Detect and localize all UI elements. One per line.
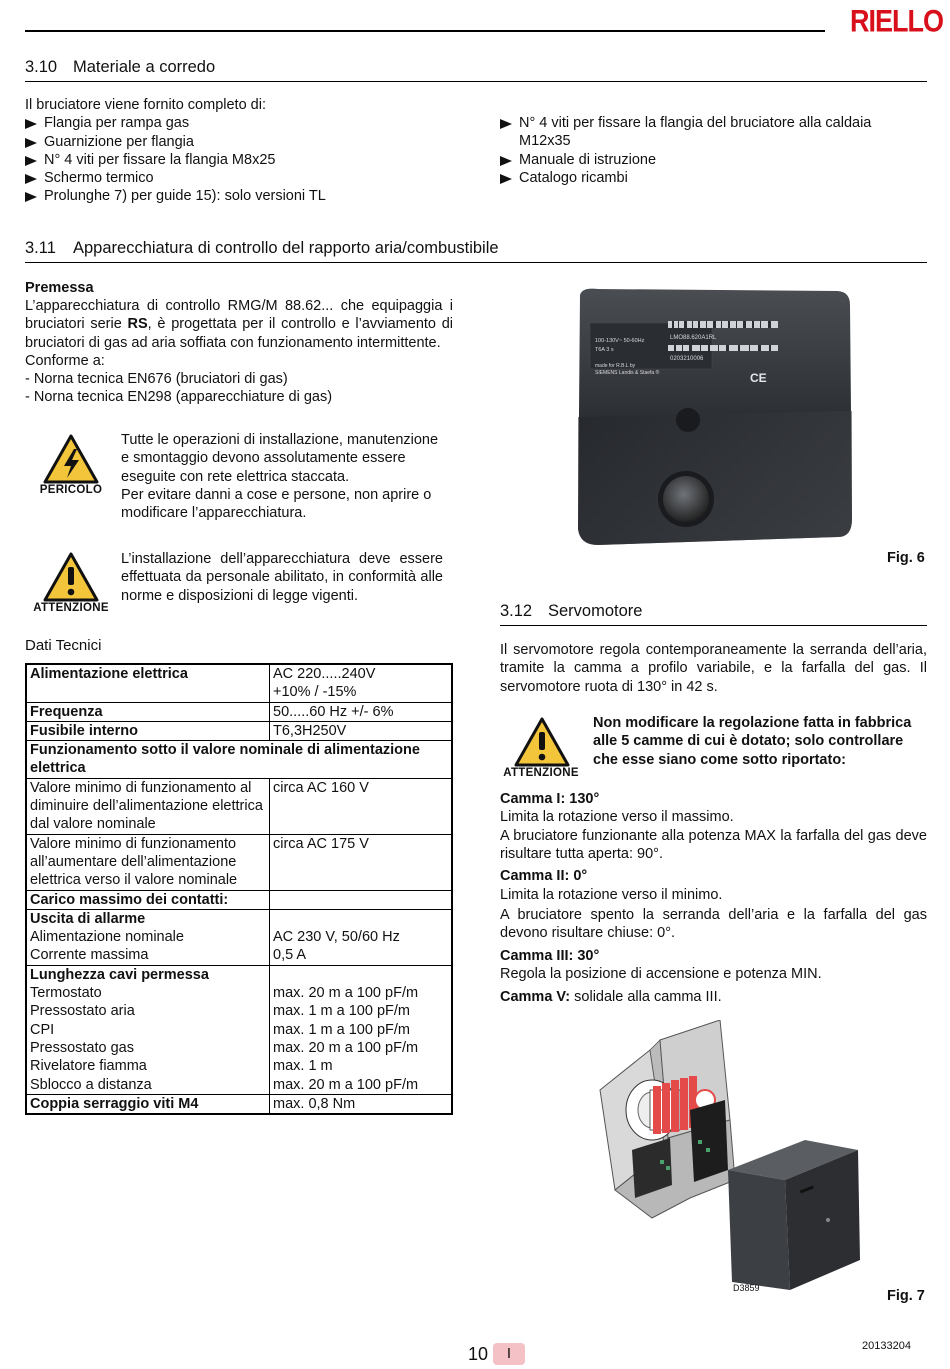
table-row (26, 946, 452, 965)
table-cell-value: AC 220.....240V (273, 666, 376, 682)
norm-item: - Norna tecnica EN298 (apparecchiature di gas) (25, 389, 333, 405)
table-row (26, 984, 452, 1002)
table-row (26, 834, 452, 890)
table-cell-value: circa AC 175 V (270, 834, 453, 890)
attenzione-label: ATTENZIONE (33, 602, 109, 614)
table-cell-value: T6,3H250V (270, 721, 453, 740)
table-cell-label: Termostato (26, 984, 270, 1002)
section-312-heading (500, 602, 642, 621)
table-row (26, 965, 452, 984)
section-310-left (25, 96, 475, 206)
section-310-list-right (500, 114, 930, 187)
section-310-list-left (25, 114, 475, 205)
table-row (26, 1094, 452, 1114)
section-312-number: 3.12 (500, 602, 533, 620)
table-row (26, 1057, 452, 1075)
list-item: Manuale di istruzione (500, 151, 930, 169)
fig6-caption: Fig. 6 (887, 550, 925, 566)
premessa-text-a: L’apparecchiatura di controllo RMG/M 88.62... che equipaggia i bruciatori serie (25, 298, 453, 333)
premessa-title: Premessa (25, 280, 94, 296)
table-cell-value: 50.....60 Hz +/- 6% (270, 702, 453, 721)
ce-mark: CE (750, 371, 767, 385)
premessa-text-b: , è progettata per il controllo e l’avviamento di bruciatori di gas ad aria soffiata con funzionamento intermittente. (25, 316, 453, 351)
table-row (26, 1039, 452, 1057)
list-item: Catalogo ricambi (500, 169, 930, 187)
table-cell-value: +10% / -15% (273, 684, 357, 701)
table-row (26, 778, 452, 834)
table-row (26, 1002, 452, 1020)
section-310-title: Materiale a corredo (73, 58, 216, 76)
device-code-2: 0203210006 (670, 356, 704, 362)
section-311-title: Apparecchiatura di controllo del rapporto aria/combustibile (73, 239, 499, 257)
language-tag: I (493, 1343, 525, 1365)
dati-tecnici-title: Dati Tecnici (25, 637, 102, 654)
device-label-line4: SIEMENS Landis & Staefa ® (595, 370, 660, 376)
table-cell-label: CPI (26, 1021, 270, 1039)
section-312-intro: Il servomotore regola contemporaneamente la serranda dell’aria, tramite la camma a profilo variabile, e la farfalla del gas. Il servomotore ruota di 130° in 42 s. (500, 642, 927, 695)
list-item: Guarnizione per flangia (25, 133, 475, 151)
camma2-b: A bruciatore spento la serranda dell’aria e la farfalla del gas devono risultare chiuse: 0°. (500, 907, 927, 942)
table-cell-value: max. 0,8 Nm (270, 1094, 453, 1114)
table-cell-value (270, 909, 453, 928)
table-cell-value: max. 1 m (273, 1058, 333, 1075)
section-312-rule (500, 625, 927, 626)
section-311-heading (25, 239, 499, 258)
table-cell-value (270, 965, 453, 984)
conforme-label: Conforme a: (25, 353, 105, 369)
section-310-intro: Il bruciatore viene fornito completo di: (25, 97, 266, 113)
pericolo-text-1: Tutte le operazioni di installazione, manutenzione e smontaggio devono assolutamente essere eseguite con rete elettrica staccata. (121, 432, 439, 485)
camma2-title: Camma II: 0° (500, 868, 588, 884)
warning-icon (513, 716, 571, 768)
section-311-rule (25, 262, 927, 263)
attenzione-label-312: ATTENZIONE (503, 767, 579, 779)
table-row (26, 683, 452, 702)
table-cell-value: circa AC 160 V (270, 778, 453, 834)
table-cell-label: Alimentazione nominale (26, 928, 270, 946)
table-cell-value: 0,5 A (273, 947, 307, 964)
camma1-b: A bruciatore funzionante alla potenza MAX la farfalla del gas deve risultare tutta aperta: 90°. (500, 828, 927, 863)
device-label-line2: T6A 3 s (595, 347, 614, 353)
norm-item: - Norna tecnica EN676 (bruciatori di gas) (25, 371, 288, 387)
device-label-line3: made for R.B.L by (595, 363, 636, 369)
list-item: N° 4 viti per fissare la flangia M8x25 (25, 151, 475, 169)
brand-logo: RIELLO (850, 3, 943, 39)
list-item: Prolunghe 7) per guide 15): solo versioni TL (25, 187, 475, 205)
section-311-number: 3.11 (25, 239, 56, 257)
camma3-a: Regola la posizione di accensione e potenza MIN. (500, 966, 822, 982)
table-cell-value: AC 230 V, 50/60 Hz (273, 929, 400, 946)
table-cell-value: max. 1 m a 100 pF/m (273, 1021, 410, 1038)
table-cell-label: Rivelatore fiamma (26, 1057, 270, 1075)
warning-icon (42, 551, 100, 603)
camma2-a: Limita la rotazione verso il minimo. (500, 887, 723, 903)
camma5-line (500, 988, 927, 1006)
premessa-text-bold: RS (127, 316, 148, 333)
drawing-code: D3859 (733, 1283, 760, 1293)
table-row (26, 1076, 452, 1095)
table-cell-label: Funzionamento sotto il valore nominale di alimentazione elettrica (26, 741, 452, 779)
table-cell-label: Fusibile interno (26, 721, 270, 740)
table-row (26, 890, 452, 909)
table-cell-label: Frequenza (26, 702, 270, 721)
servomotor-warning: Non modificare la regolazione fatta in fabbrica alle 5 camme di cui è dotato; solo controllare che esse siano come sotto riportato: (593, 715, 912, 768)
attenzione-text: L’installazione dell’apparecchiatura deve essere effettuata da personale abilitato, in conformità alle norme e disposizioni di legge vigenti. (121, 551, 443, 604)
table-row (26, 909, 452, 928)
table-cell-value: max. 20 m a 100 pF/m (273, 1039, 419, 1056)
control-device-photo (568, 287, 858, 549)
table-row (26, 664, 452, 683)
table-cell-value: max. 1 m a 100 pF/m (273, 1003, 410, 1020)
list-item: M12x35 (519, 133, 571, 150)
servomotor-drawing (590, 1020, 870, 1300)
table-cell-label: Coppia serraggio viti M4 (26, 1094, 270, 1114)
table-cell-label: Lunghezza cavi permessa (26, 965, 270, 984)
list-item: N° 4 viti per fissare la flangia del bruciatore alla caldaia (500, 114, 930, 132)
device-label-line1: 100-130V~ 50-60Hz (595, 338, 645, 344)
table-row (26, 702, 452, 721)
table-cell-label: Sblocco a distanza (26, 1076, 270, 1095)
technical-data-table (25, 663, 453, 1115)
table-cell-label: Uscita di allarme (26, 909, 270, 928)
device-code-1: LMO88.620A1RL (670, 335, 717, 341)
section-310-right (500, 114, 930, 187)
camma5-title: Camma V: (500, 989, 571, 1005)
header-rule (25, 30, 825, 32)
section-310-number: 3.10 (25, 58, 58, 76)
camma1-title: Camma I: 130° (500, 791, 600, 807)
section-310-rule (25, 81, 927, 82)
table-cell-value: max. 20 m a 100 pF/m (273, 1076, 419, 1093)
pericolo-text-2: Per evitare danni a cose e persone, non aprire o modificare l’apparecchiatura. (121, 486, 432, 522)
camma1-a: Limita la rotazione verso il massimo. (500, 809, 734, 825)
pericolo-label: PERICOLO (39, 484, 103, 496)
pericolo-text (121, 431, 446, 522)
electrical-hazard-icon (42, 433, 100, 485)
table-cell-label: Pressostato aria (26, 1002, 270, 1020)
table-cell-value: max. 20 m a 100 pF/m (273, 985, 419, 1002)
list-item: Schermo termico (25, 169, 475, 187)
premessa-text (25, 297, 453, 352)
table-cell-label: Valore minimo di funzionamento al diminuire dell’alimentazione elettrica dal valore nominale (26, 778, 270, 834)
table-cell-label: Valore minimo di funzionamento all’aumentare dell’alimentazione elettrica verso il valore nominale (26, 834, 270, 890)
camma3-title: Camma III: 30° (500, 948, 600, 964)
table-row (26, 741, 452, 779)
section-310-heading (25, 58, 215, 77)
camma5-a: solidale alla camma III. (570, 989, 722, 1005)
table-row (26, 928, 452, 946)
table-cell-value (270, 890, 453, 909)
table-row (26, 1021, 452, 1039)
table-cell-label: Corrente massima (26, 946, 270, 965)
fig7-caption: Fig. 7 (887, 1288, 925, 1304)
table-cell-label: Carico massimo dei contatti: (26, 890, 270, 909)
table-cell-label (26, 683, 270, 702)
document-code: 20133204 (862, 1340, 911, 1352)
page-number: 10 (468, 1344, 489, 1364)
table-cell-label: Pressostato gas (26, 1039, 270, 1057)
list-item: Flangia per rampa gas (25, 114, 475, 132)
table-cell-label: Alimentazione elettrica (26, 664, 270, 683)
section-312-title: Servomotore (548, 602, 643, 620)
table-row (26, 721, 452, 740)
